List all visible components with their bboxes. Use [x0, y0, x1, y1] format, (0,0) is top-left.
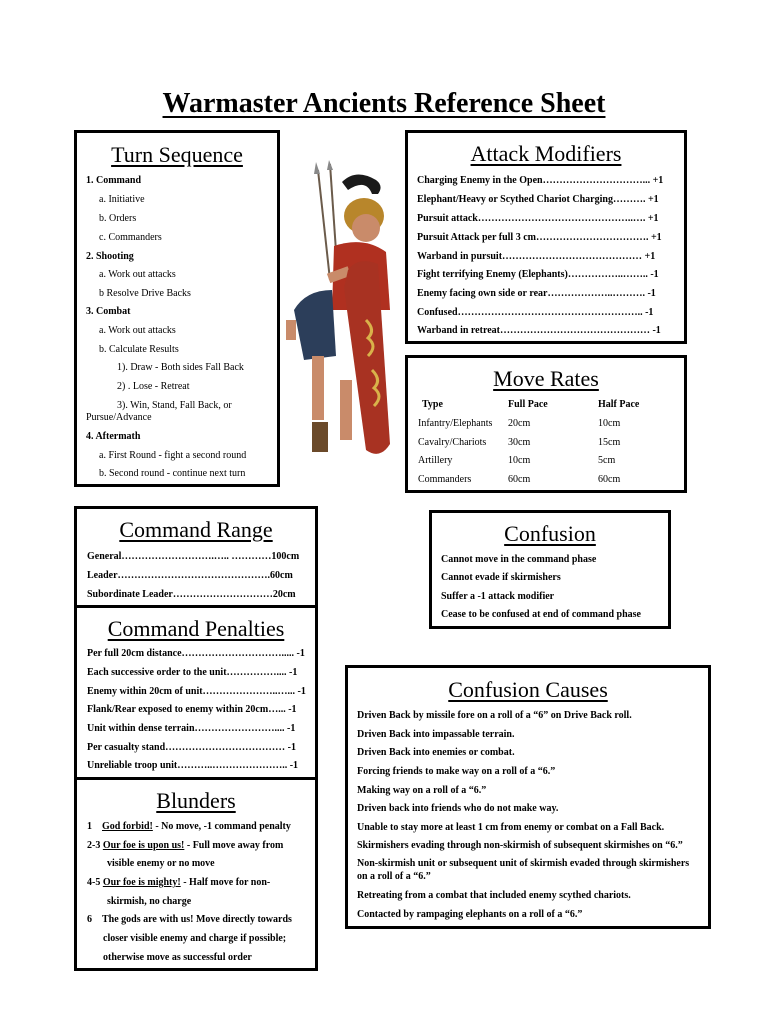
- move-rates-cell: 15cm: [598, 437, 621, 448]
- move-rates-cell: 20cm: [508, 418, 531, 429]
- attack-modifier-item: Elephant/Heavy or Scythed Chariot Charging………. +1: [417, 194, 659, 205]
- command-penalty-item: Per full 20cm distance…………………………..... -1: [87, 648, 305, 659]
- confusion-cause-item: Driven Back into impassable terrain.: [357, 729, 515, 740]
- blunder-item: 1 God forbid! - No move, -1 command penalty: [87, 821, 291, 832]
- move-rates-cell: 60cm: [598, 474, 621, 485]
- attack-modifier-item: Charging Enemy in the Open…………………………... +1: [417, 175, 664, 186]
- turn-step: 3. Combat: [86, 306, 131, 317]
- move-rates-box: [405, 355, 687, 493]
- roman-soldier-illustration: [286, 160, 400, 460]
- confusion-cause-item: Non-skirmish unit or subsequent unit of skirmish evaded through skirmishers on a roll of a “6.”: [357, 858, 690, 882]
- attack-modifier-item: Pursuit attack………………………………………..…. +1: [417, 213, 659, 224]
- confusion-cause-item: Driven Back by missile fore on a roll of a “6” on Drive Back roll.: [357, 710, 632, 721]
- turn-result: Pursue/Advance: [86, 412, 152, 423]
- attack-modifier-item: Warband in pursuit…………………………………… +1: [417, 251, 656, 262]
- confusion-heading: Confusion: [504, 521, 596, 546]
- command-range-item: Subordinate Leader…………………………20cm: [87, 589, 296, 600]
- blunders-heading: Blunders: [156, 788, 236, 813]
- move-rates-cell: Infantry/Elephants: [418, 418, 493, 429]
- move-rates-cell: 60cm: [508, 474, 531, 485]
- attack-modifiers-heading: Attack Modifiers: [470, 141, 622, 166]
- turn-substep: b Resolve Drive Backs: [99, 288, 191, 299]
- command-penalty-item: Per casualty stand……………………………… -1: [87, 742, 296, 753]
- turn-sequence-heading: Turn Sequence: [111, 142, 243, 167]
- turn-step: 1. Command: [86, 175, 142, 186]
- confusion-causes-heading: Confusion Causes: [448, 677, 608, 702]
- attack-modifier-item: Enemy facing own side or rear………………..………. -1: [417, 288, 656, 299]
- confusion-item: Cannot evade if skirmishers: [441, 572, 561, 583]
- command-range-item: General……………………….….. …………100cm: [87, 551, 300, 562]
- confusion-cause-item: Driven back into friends who do not make way.: [357, 803, 559, 814]
- confusion-cause-item: Driven Back into enemies or combat.: [357, 747, 515, 758]
- turn-substep: b. Orders: [99, 213, 137, 224]
- confusion-cause-item: Unable to stay more at least 1 cm from enemy or combat on a Fall Back.: [357, 822, 665, 833]
- turn-substep: a. Work out attacks: [99, 325, 176, 336]
- blunder-item: 4-5 Our foe is mighty! - Half move for non-: [87, 877, 271, 888]
- attack-modifier-item: Fight terrifying Enemy (Elephants)……………..…….. -1: [417, 269, 659, 280]
- attack-modifier-item: Confused……………………………………………….. -1: [417, 307, 654, 318]
- turn-result: 3). Win, Stand, Fall Back, or: [117, 400, 232, 411]
- move-rates-cell: 30cm: [508, 437, 531, 448]
- move-rates-cell: 10cm: [508, 455, 531, 466]
- blunder-item-cont: visible enemy or no move: [107, 858, 215, 869]
- confusion-cause-item: Contacted by rampaging elephants on a roll of a “6.”: [357, 909, 583, 920]
- command-penalty-item: Enemy within 20cm of unit…………………..…... -1: [87, 686, 306, 697]
- move-rates-cell: Artillery: [418, 455, 453, 466]
- turn-substep: a. Work out attacks: [99, 269, 176, 280]
- turn-substep: b. Second round - continue next turn: [99, 468, 246, 479]
- confusion-item: Cease to be confused at end of command phase: [441, 609, 641, 620]
- confusion-cause-item: Forcing friends to make way on a roll of a “6.”: [357, 766, 556, 777]
- command-range-item: Leader……………………………………….60cm: [87, 570, 293, 581]
- turn-step: 2. Shooting: [86, 251, 134, 262]
- command-penalty-item: Flank/Rear exposed to enemy within 20cm…... -1: [87, 704, 297, 715]
- confusion-item: Cannot move in the command phase: [441, 554, 597, 565]
- command-penalties-box: [74, 605, 318, 780]
- move-rates-heading: Move Rates: [493, 366, 599, 391]
- blunder-item-cont: otherwise move as successful order: [103, 952, 252, 963]
- attack-modifier-item: Warband in retreat……………………………………… -1: [417, 325, 661, 336]
- move-rates-cell: Commanders: [418, 474, 472, 485]
- command-range-box: [74, 506, 318, 608]
- turn-sequence-box: [74, 130, 280, 487]
- turn-result: 1). Draw - Both sides Fall Back: [117, 362, 244, 373]
- move-rates-col-header: Full Pace: [508, 399, 548, 410]
- turn-substep: c. Commanders: [99, 232, 162, 243]
- command-range-heading: Command Range: [119, 517, 273, 542]
- command-penalty-item: Each successive order to the unit…………….... -1: [87, 667, 298, 678]
- confusion-cause-item: Retreating from a combat that included enemy scythed chariots.: [357, 890, 631, 901]
- confusion-causes-box: [345, 665, 711, 929]
- attack-modifier-item: Pursuit Attack per full 3 cm……………………………. +1: [417, 232, 662, 243]
- confusion-item: Suffer a -1 attack modifier: [441, 591, 555, 602]
- blunders-box: [74, 777, 318, 971]
- blunder-item: 6 The gods are with us! Move directly towards: [87, 914, 292, 925]
- move-rates-cell: 10cm: [598, 418, 621, 429]
- turn-substep: b. Calculate Results: [99, 344, 179, 355]
- move-rates-cell: Cavalry/Chariots: [418, 437, 487, 448]
- page-title: Warmaster Ancients Reference Sheet: [162, 88, 606, 119]
- attack-modifiers-box: [405, 130, 687, 344]
- move-rates-col-header: Type: [422, 399, 443, 410]
- move-rates-cell: 5cm: [598, 455, 616, 466]
- command-penalty-item: Unreliable troop unit………..………………….. -1: [87, 760, 299, 771]
- blunder-item-cont: skirmish, no charge: [107, 896, 192, 907]
- confusion-cause-item: Skirmishers evading through non-skirmish of subsequent skirmishes on “6.”: [357, 840, 683, 851]
- turn-result: 2) . Lose - Retreat: [117, 381, 190, 392]
- turn-step: 4. Aftermath: [86, 431, 141, 442]
- confusion-cause-item: Making way on a roll of a “6.”: [357, 785, 487, 796]
- turn-substep: a. First Round - fight a second round: [99, 450, 247, 461]
- command-penalties-heading: Command Penalties: [107, 616, 285, 641]
- confusion-box: [429, 510, 671, 629]
- blunder-item: 2-3 Our foe is upon us! - Full move away from: [87, 840, 284, 851]
- blunder-item-cont: closer visible enemy and charge if possible;: [103, 933, 287, 944]
- command-penalty-item: Unit within dense terrain…………………….... -1: [87, 723, 296, 734]
- turn-substep: a. Initiative: [99, 194, 145, 205]
- move-rates-col-header: Half Pace: [598, 399, 640, 410]
